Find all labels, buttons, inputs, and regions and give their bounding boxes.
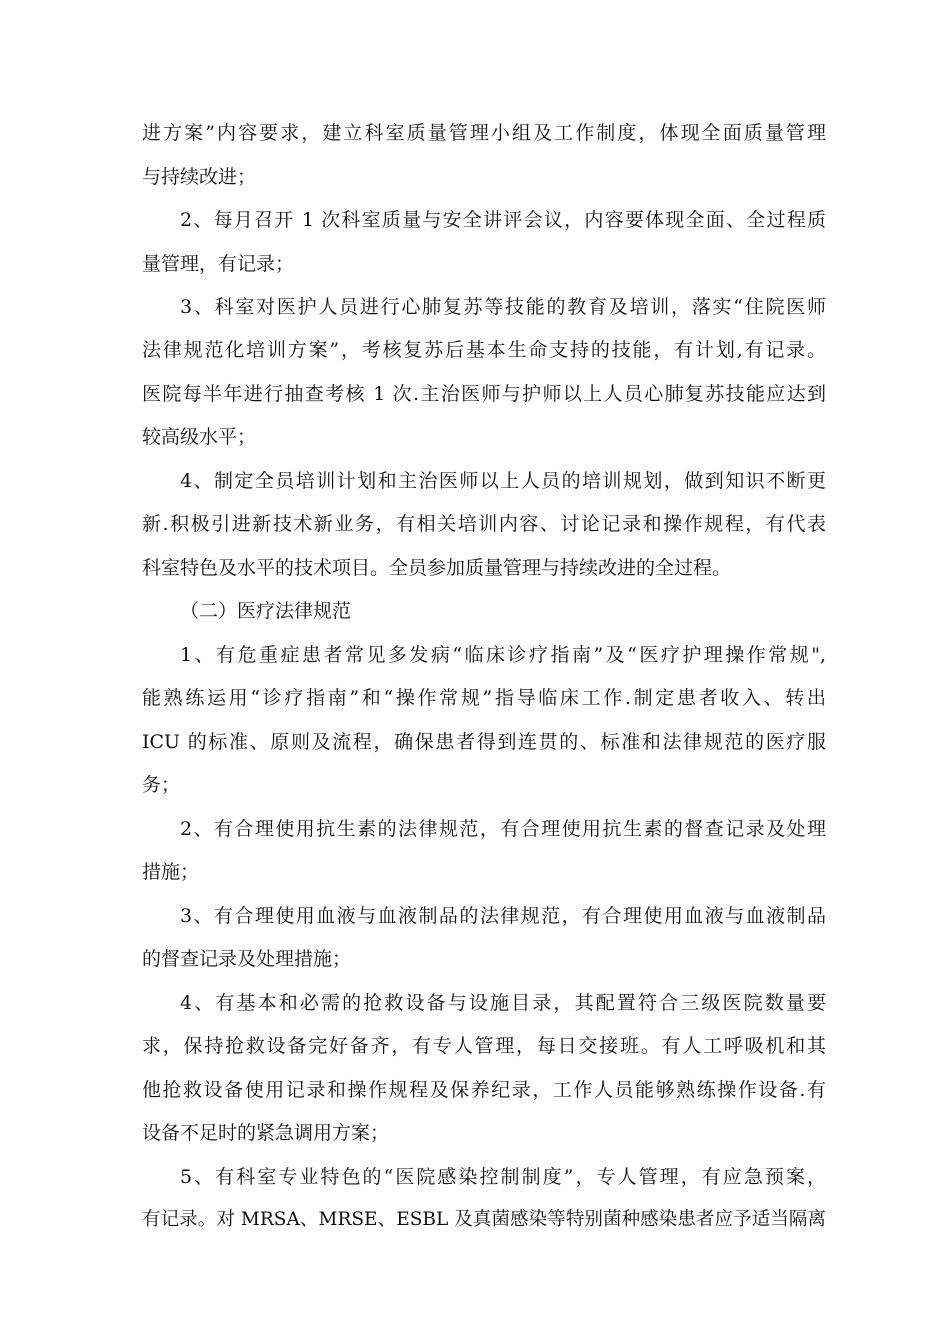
section-heading: （二）医疗法律规范 [180,600,352,622]
paragraph-line: 他抢救设备使用记录和操作规程及保养纪录，工作人员能够熟练操作设备.有 [142,1079,826,1101]
paragraph-line: ICU 的标准、原则及流程，确保患者得到连贯的、标准和法律规范的医疗服 [142,731,826,753]
paragraph-line: 较高级水平； [142,426,257,448]
paragraph-line: 3、有合理使用血液与血液制品的法律规范，有合理使用血液与血液制品 [180,905,826,927]
paragraph-line: 1、有危重症患者常见多发病“临床诊疗指南”及“医疗护理操作常规", [180,644,826,666]
paragraph-line: 的督查记录及处理措施； [142,948,352,970]
paragraph-line: 医院每半年进行抽查考核 1 次.主治医师与护师以上人员心肺复苏技能应达到 [142,383,826,405]
paragraph-line: 科室特色及水平的技术项目。全员参加质量管理与持续改进的全过程。 [142,557,732,579]
paragraph-line: 务； [142,774,181,796]
paragraph-line: 5、有科室专业特色的“医院感染控制制度”，专人管理，有应急预案， [180,1166,826,1188]
paragraph-line: 4、制定全员培训计划和主治医师以上人员的培训规划，做到知识不断更 [180,470,826,492]
paragraph-line: 2、每月召开 1 次科室质量与安全讲评会议，内容要体现全面、全过程质 [180,209,826,231]
paragraph-line: 求，保持抢救设备完好备齐，有专人管理，每日交接班。有人工呼吸机和其 [142,1035,826,1057]
paragraph-line: 法律规范化培训方案”，考核复苏后基本生命支持的技能，有计划,有记录。 [142,339,826,361]
paragraph-line: 与持续改进； [142,166,257,188]
paragraph-line: 能熟练运用“诊疗指南”和“操作常规”指导临床工作.制定患者收入、转出 [142,687,826,709]
paragraph-line: 3、科室对医护人员进行心肺复苏等技能的教育及培训，落实“住院医师 [180,296,826,318]
paragraph-line: 设备不足时的紧急调用方案； [142,1122,390,1144]
paragraph-line: 量管理，有记录； [142,253,295,275]
paragraph-line: 进方案”内容要求，建立科室质量管理小组及工作制度，体现全面质量管理 [142,122,826,144]
paragraph-line: 有记录。对 MRSA、MRSE、ESBL 及真菌感染等特别菌种感染患者应予适当隔离 [142,1209,826,1230]
paragraph-line: 措施； [142,861,200,883]
paragraph-line: 新.积极引进新技术新业务，有相关培训内容、讨论记录和操作规程，有代表 [142,513,826,535]
paragraph-line: 4、有基本和必需的抢救设备与设施目录，其配置符合三级医院数量要 [180,992,826,1014]
paragraph-line: 2、有合理使用抗生素的法律规范，有合理使用抗生素的督查记录及处理 [180,818,826,840]
